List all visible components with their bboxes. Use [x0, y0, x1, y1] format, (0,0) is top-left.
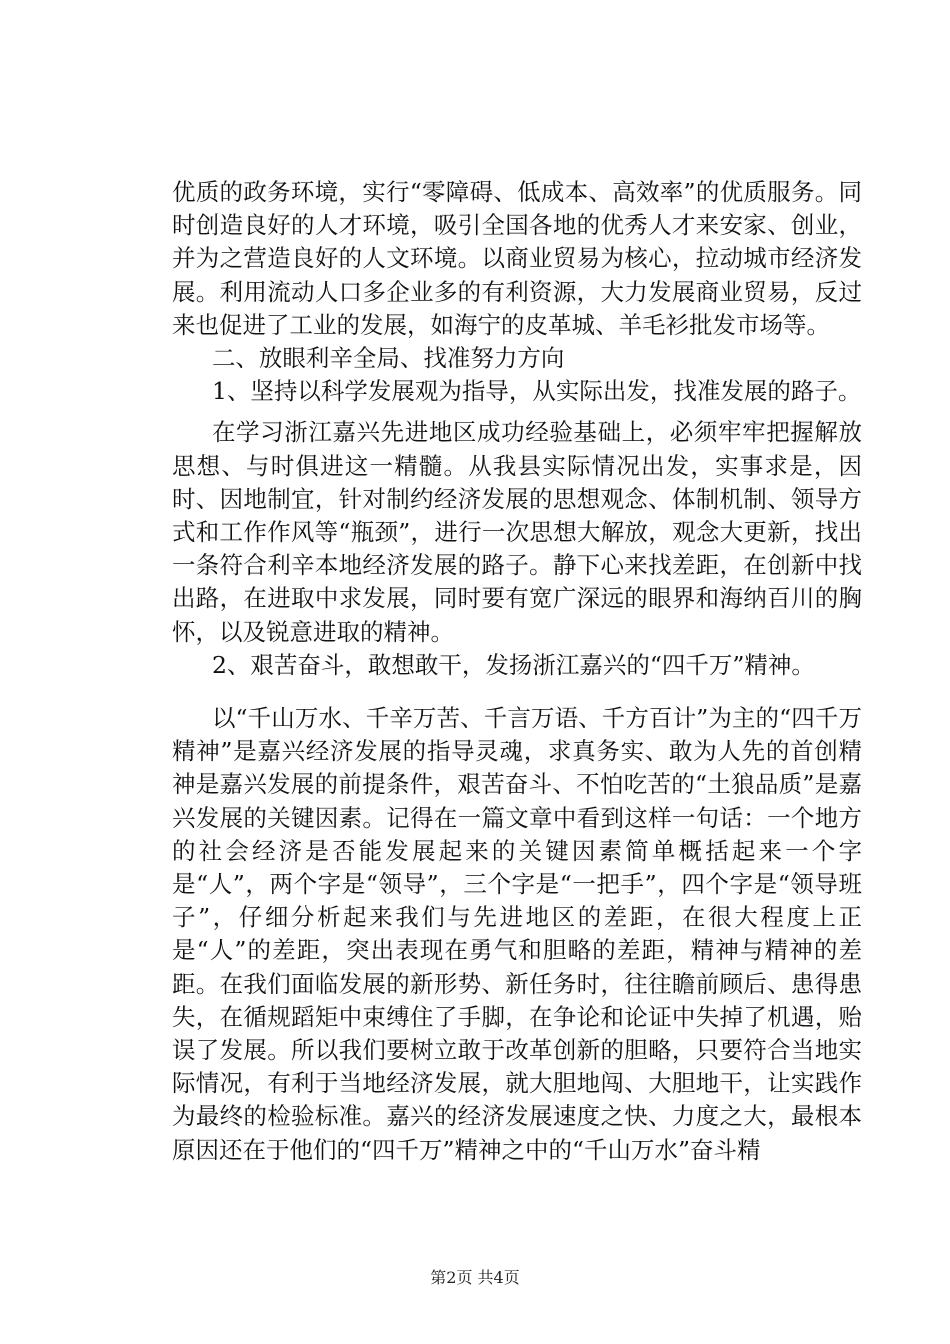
paragraph-services: 优质的政务环境，实行“零障碍、低成本、高效率”的优质服务。同时创造良好的人才环境，吸引全国各地的优秀人才来安家、创业，并为之营造良好的人文环境。以商业贸易为核心，拉动城市经济发展。利用流动人口多企业多的有利资源，大力发展商业贸易，反过来也促进了工业的发展，如海宁的皮革城、羊毛衫批发市场等。: [172, 178, 862, 339]
paragraph-learning: 在学习浙江嘉兴先进地区成功经验基础上，必须牢牢把握解放思想、与时俱进这一精髓。从我县实际情况出发，实事求是，因时、因地制宜，针对制约经济发展的思想观念、体制机制、领导方式和工作作风等“瓶颈”，进行一次思想大解放，观念大更新，找出一条符合利辛本地经济发展的路子。静下心来找差距，在创新中找出路，在进取中求发展，同时要有宽广深远的眼界和海纳百川的胸怀，以及锐意进取的精神。: [172, 418, 862, 646]
page-footer: 第2页 共4页: [430, 1268, 520, 1287]
subheading-two: 2、艰苦奋斗，敢想敢干，发扬浙江嘉兴的“四千万”精神。: [211, 650, 815, 679]
section-heading-two: 二、放眼利辛全局、找准努力方向: [211, 344, 565, 373]
document-body: [172, 176, 862, 1167]
subheading-one: 1、坚持以科学发展观为指导，从实际出发，找准发展的路子。: [211, 377, 862, 406]
paragraph-spirit: 以“千山万水、千辛万苦、千言万语、千方百计”为主的“四千万精神”是嘉兴经济发展的指导灵魂，求真务实、敢为人先的首创精神是嘉兴发展的前提条件，艰苦奋斗、不怕吃苦的“土狼品质”是嘉兴发展的关键因素。记得在一篇文章中看到这样一句话：一个地方的社会经济是否能发展起来的关键因素简单概括起来一个字是“人”，两个字是“领导”，三个字是“一把手”，四个字是“领导班子”，仔细分析起来我们与先进地区的差距，在很大程度上正是“人”的差距，突出表现在勇气和胆略的差距，精神与精神的差距。在我们面临发展的新形势、新任务时，往往瞻前顾后、患得患失，在循规蹈矩中束缚住了手脚，在争论和论证中失掉了机遇，贻误了发展。所以我们要树立敢于改革创新的胆略，只要符合当地实际情况，有利于当地经济发展，就大胆地闯、大胆地干，让实践作为最终的检验标准。嘉兴的经济发展速度之快、力度之大，最根本原因还在于他们的“四千万”精神之中的“千山万水”奋斗精: [172, 704, 862, 1164]
